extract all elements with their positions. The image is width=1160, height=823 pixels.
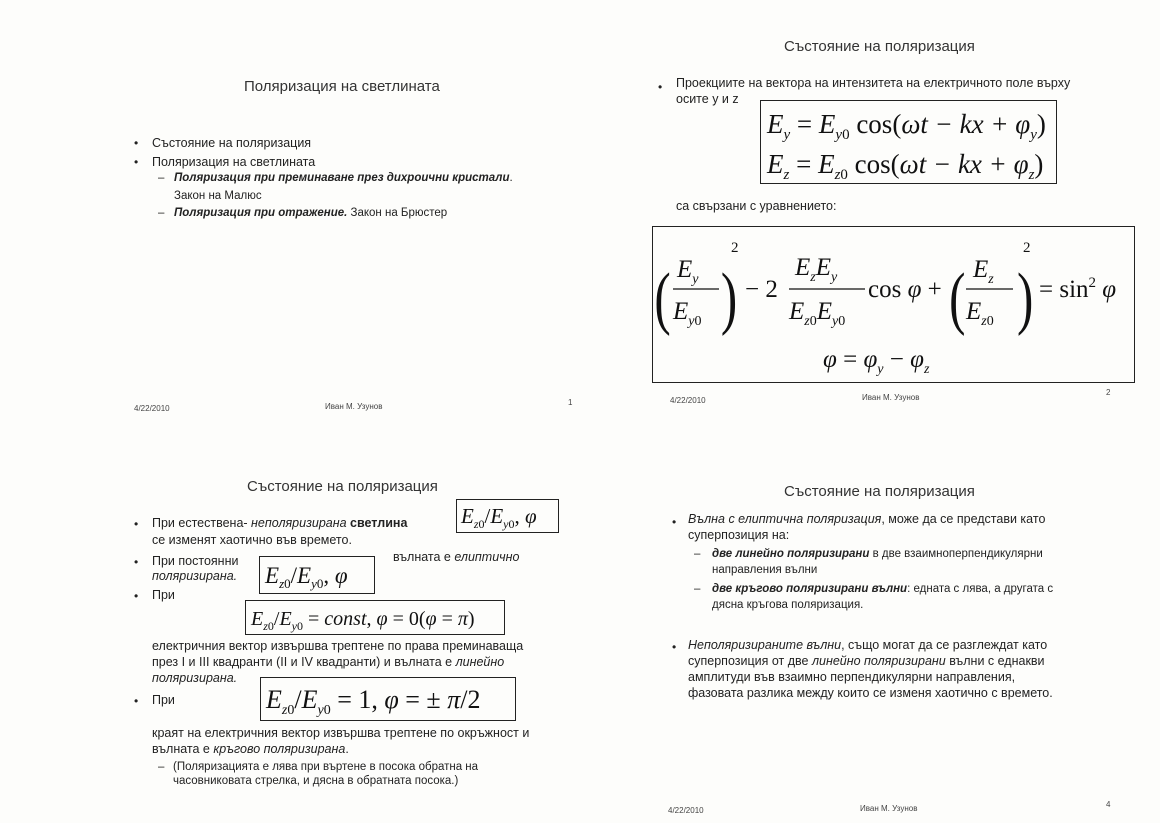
svg-text:): ) <box>720 259 738 338</box>
sub-2-bold: Поляризация при отражение. <box>174 207 348 219</box>
b1-a: Вълна с елиптична поляризация <box>688 512 882 526</box>
slide-3-bullet-3: При <box>152 588 175 602</box>
b1-c: светлина <box>350 516 408 530</box>
svg-text:= sin2 φ: = $\sin^2 \varphi$ <box>1039 275 1117 303</box>
formula-svg <box>457 500 558 532</box>
svg-text:(: ( <box>949 259 966 338</box>
sub-1-bold: Поляризация при преминаване през дихроични кристали <box>174 172 510 184</box>
b3-line2-a: през I и III квадранти (II и IV квадранти) и вълната е <box>152 655 456 669</box>
slide-3-bullet-2: При постоянни <box>152 554 239 568</box>
slide-4-title: Състояние на поляризация <box>784 483 975 500</box>
slide-4-page-number: 4 <box>1106 800 1111 809</box>
svg-text:EzEy: $E_zE_y$ <box>795 254 838 285</box>
bullet-dot: • <box>658 80 663 94</box>
slide-1-sub-2 <box>174 206 447 221</box>
slide-3-sub-line2: часовниковата стрелка, и дясна в обратната посока.) <box>173 775 459 787</box>
b4-line2-c: . <box>345 742 349 756</box>
formula-linear-polarization <box>245 600 505 635</box>
ellipse-equation-box <box>652 226 1135 383</box>
b4-line2-a: вълната е <box>152 742 214 756</box>
svg-text:Ez0/Ey0, φ: $E_z0/E_y0$, φ <box>265 563 348 591</box>
slide-2-connector-text: са свързани с уравнението: <box>676 199 837 213</box>
bullet-dot: • <box>134 136 139 150</box>
slide-2-footer-date: 4/22/2010 <box>670 396 706 405</box>
slide-1-sub-1 <box>174 171 513 186</box>
slide-3-bullet-1 <box>152 515 407 531</box>
slide-4-sub-2-line2: дясна кръгова поляризация. <box>712 599 864 611</box>
sub-dash: – <box>158 207 165 219</box>
bullet-dot: • <box>134 589 139 603</box>
slide-3-bullet-4-line1: краят на електричния вектор извършва трептене по окръжност и <box>152 726 530 740</box>
bullet-dot: • <box>134 517 139 531</box>
b3-line2-b: линейно <box>455 655 505 669</box>
formula-ez0-ey0-phi-2 <box>259 556 375 594</box>
b2-a: Неполяризираните вълни <box>688 638 842 652</box>
slide-1-sub-1-line2: Закон на Малюс <box>174 190 262 202</box>
slide-4-bullet-2-line3: амплитуди във взаимно перпендикулярни направления, <box>688 670 1016 684</box>
slide-1-footer-author: Иван М. Узунов <box>325 402 383 411</box>
slide-3-bullet-3-line2 <box>152 654 504 670</box>
svg-text:2: 2 <box>1023 240 1031 256</box>
svg-text:φ = φy − φz: $\varphi = \varphi_y - \varphi_z$ <box>823 346 930 377</box>
b2-line2-a: суперпозиция от две <box>688 654 812 668</box>
bullet-dot: • <box>134 155 139 169</box>
slide-4-sub-2 <box>712 582 1053 597</box>
bullet-dot: • <box>134 555 139 569</box>
svg-text:Ez: $E_z$ <box>973 256 994 287</box>
slide-3-bullet-4-line2 <box>152 741 349 757</box>
slide-3-bullet-2-line2 <box>152 568 237 584</box>
svg-text:Ez0/Ey0, φ: $E_z0/E_y0$, φ <box>461 504 537 531</box>
sub-dash: – <box>694 548 701 560</box>
slide-4-bullet-2-line4: фазовата разлика между които се изменя хаотично с времето. <box>688 686 1053 700</box>
slide-3-bullet-2-right <box>393 549 519 565</box>
sub-1-rest: . <box>509 172 513 184</box>
slide-4-bullet-1 <box>688 511 1045 527</box>
svg-text:(: ( <box>654 259 671 338</box>
s1-bold: две линейно поляризирани <box>712 548 870 560</box>
projection-formula-box <box>760 100 1057 184</box>
slide-4-bullet-2 <box>688 637 1047 653</box>
formula-ez0-ey0-phi <box>456 499 559 533</box>
slide-1-title: Поляризация на светлината <box>244 78 440 95</box>
slide-4-footer-date: 4/22/2010 <box>668 806 704 815</box>
b2-line2-c: вълни с еднакви <box>945 654 1045 668</box>
ellipse-equation <box>653 227 1134 382</box>
bullet-dot: • <box>134 694 139 708</box>
b1-b: , може да се представи като <box>881 512 1046 526</box>
svg-text:): ) <box>1017 259 1034 338</box>
slide-4-sub-1 <box>712 547 1043 562</box>
slide-3-title: Състояние на поляризация <box>247 478 438 495</box>
bullet-dot: • <box>672 515 677 529</box>
sub-2-rest: Закон на Брюстер <box>347 207 448 219</box>
b3-line3: поляризирана. <box>152 671 238 685</box>
slide-1-bullet-1: Състояние на поляризация <box>152 136 312 150</box>
slide-2-title: Състояние на поляризация <box>784 38 975 55</box>
svg-text:− 2: − 2 <box>745 276 778 303</box>
b2-b: вълната е <box>393 550 455 564</box>
svg-text:Ez0/Ey0 = const, φ = 0(φ = π): $E_z0/E_y0$ = const, φ = 0(φ = π) <box>251 608 475 633</box>
slide-1-page-number: 1 <box>568 398 573 407</box>
b1-a: При естествена- <box>152 516 248 530</box>
slide-4-bullet-2-line2 <box>688 653 1045 669</box>
b2-c: елиптично <box>454 550 520 564</box>
slide-2-footer-author: Иван М. Узунов <box>862 393 920 402</box>
svg-text:Ey0: $E_y0$ <box>673 298 702 329</box>
svg-text:Ez0/Ey0 = 1, φ = ± π/2: $E_z0/E_y0 = 1$, φ = ± π/2 <box>266 685 481 718</box>
svg-text:cos φ +: cos φ + <box>868 276 942 303</box>
b1-b: неполяризирана <box>247 516 351 530</box>
formula-svg <box>260 557 374 593</box>
formula-svg <box>261 678 515 720</box>
slide-1-footer-date: 4/22/2010 <box>134 404 170 413</box>
svg-text:Ez = Ez0 cos(ωt − kx + φz): $E_z = E_z0$ cos(ωt − kx + $\varphi_z$) <box>767 149 1044 183</box>
svg-text:Ey: $E_y$ <box>677 256 699 287</box>
slide-1-bullet-2: Поляризация на светлината <box>152 155 316 169</box>
b4-line2-b: кръгово поляризирана <box>213 742 346 756</box>
slide-2-bullet-line2: осите y и z <box>676 92 739 106</box>
svg-text:2: 2 <box>731 240 739 256</box>
slide-3-sub-line1: (Поляризацията е лява при въртене в посока обратна на <box>173 761 479 773</box>
sub-dash: – <box>158 761 165 773</box>
b2-b: , също могат да се разглеждат като <box>841 638 1048 652</box>
svg-text:Ey = Ey0 cos(ωt − kx + φy): $E_y = E_y0$ cos(ωt − kx + $\varphi_y$) <box>767 109 1046 143</box>
formula-circular-polarization <box>260 677 516 721</box>
b2-line2: поляризирана. <box>152 569 238 583</box>
formula-svg <box>246 601 504 634</box>
slide-2-page-number: 2 <box>1106 388 1111 397</box>
sub-dash: – <box>694 583 701 595</box>
b2-line2-b: линейно поляризирани <box>811 654 946 668</box>
slide-3-bullet-4: При <box>152 693 175 707</box>
sub-dash: – <box>158 172 165 184</box>
bullet-dot: • <box>672 640 677 654</box>
slide-4-bullet-1-line2: суперпозиция на: <box>688 528 790 542</box>
s2-rest: : едната с лява, а другата с <box>907 583 1054 595</box>
slide-4-footer-author: Иван М. Узунов <box>860 804 918 813</box>
slide-3-bullet-3-line1: електричния вектор извършва трептене по права преминаваща <box>152 639 524 653</box>
projection-formula <box>761 101 1056 183</box>
slide-4-sub-1-line2: направления вълни <box>712 564 818 576</box>
slide-3-bullet-3-line3 <box>152 670 237 686</box>
s1-rest: в две взаимноперпендикулярни <box>869 548 1043 560</box>
svg-text:Ez0: $E_z0$ <box>966 298 994 329</box>
slide-2-bullet-line1: Проекциите на вектора на интензитета на електричното поле върху <box>676 76 1071 90</box>
slide-3-bullet-1-line2: се изменят хаотично във времето. <box>152 533 352 547</box>
s2-bold: две кръгово поляризирани вълни <box>712 583 908 595</box>
svg-text:Ez0Ey0: $E_z0E_y0$ <box>789 298 846 329</box>
